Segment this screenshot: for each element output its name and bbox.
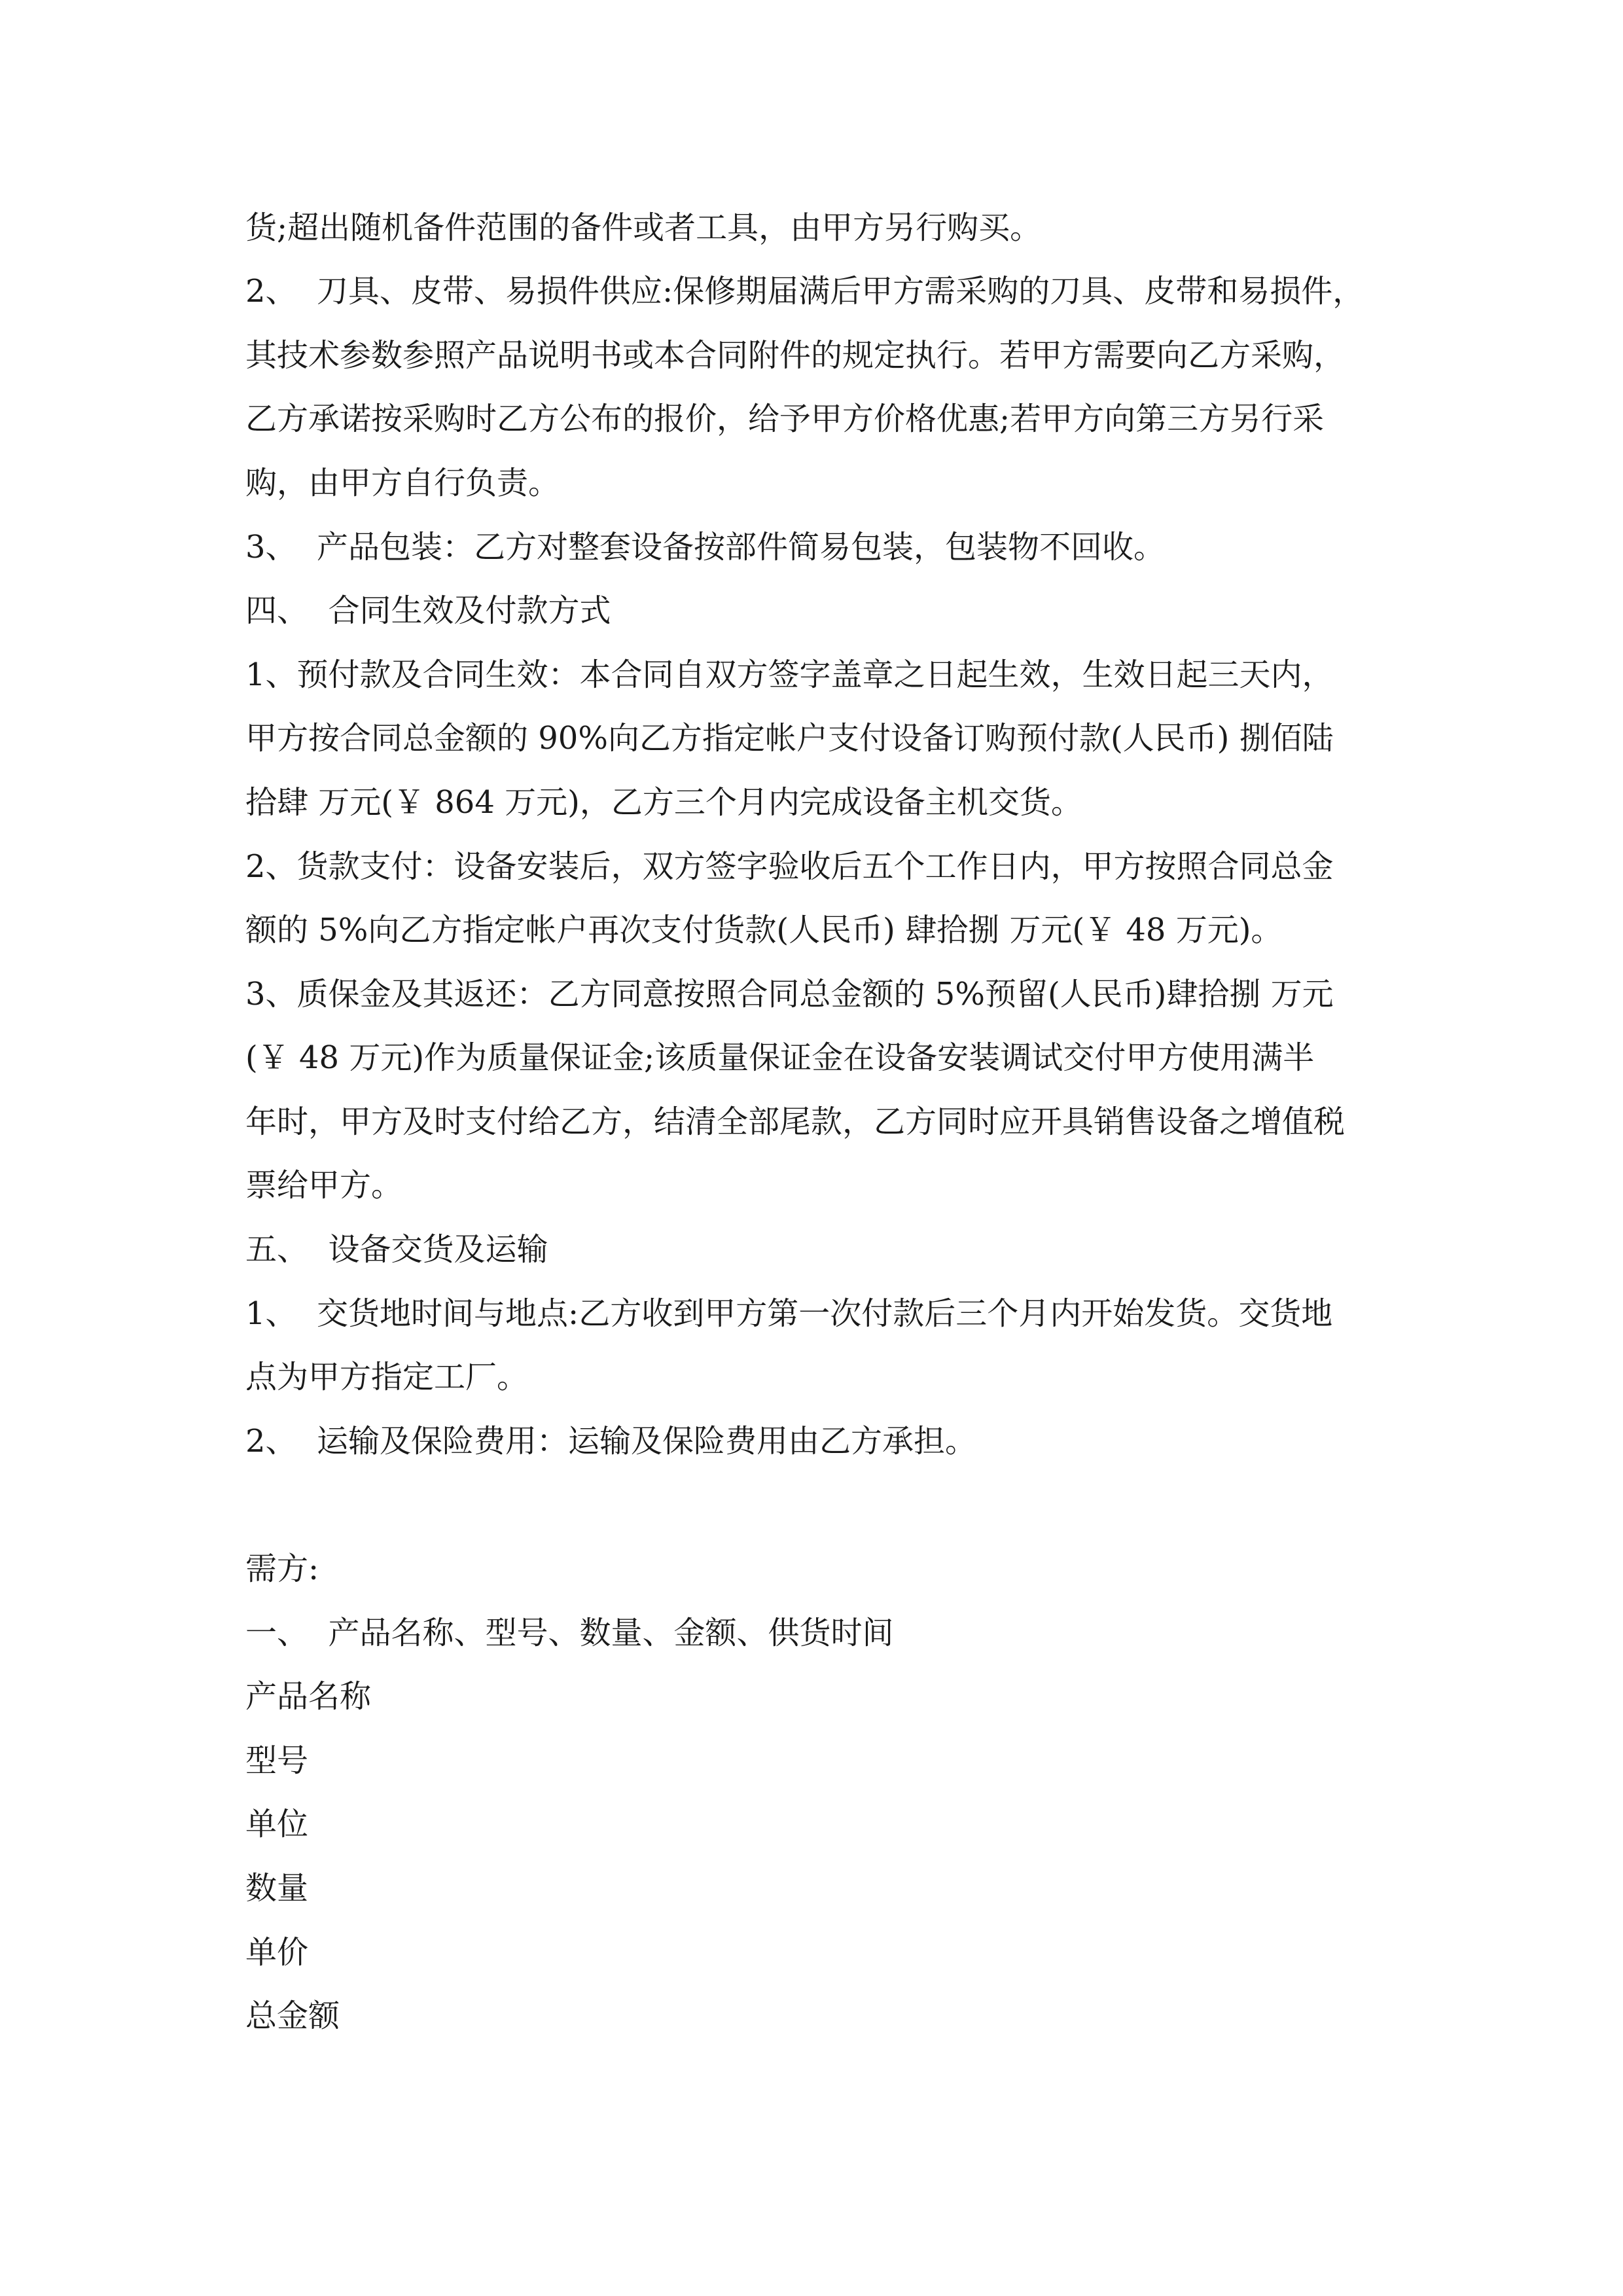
field-label: 产品名称: [245, 1678, 372, 1715]
text-line: 额的 5%向乙方指定帐户再次支付货款(人民币) 肆拾捌 万元(￥ 48 万元)。: [245, 912, 1283, 948]
text-line: 3、 产品包装：乙方对整套设备按部件简易包装，包装物不回收。: [245, 529, 1166, 565]
field-label: 总金额: [245, 1998, 340, 2034]
field-label: 型号: [245, 1742, 309, 1779]
section-heading: 一、 产品名称、型号、数量、金额、供货时间: [245, 1615, 894, 1651]
text-line: 货;超出随机备件范围的备件或者工具，由甲方另行购买。: [245, 209, 1042, 246]
text-line: 3、质保金及其返还：乙方同意按照合同总金额的 5%预留(人民币)肆拾捌 万元: [245, 976, 1334, 1013]
text-line: 拾肆 万元(￥ 864 万元)，乙方三个月内完成设备主机交货。: [245, 784, 1082, 821]
field-label: 数量: [245, 1870, 309, 1907]
text-line: 年时，甲方及时支付给乙方，结清全部尾款，乙方同时应开具销售设备之增值税: [245, 1103, 1346, 1140]
text-line: 其技术参数参照产品说明书或本合同附件的规定执行。若甲方需要向乙方采购，: [245, 337, 1346, 374]
text-line: 1、预付款及合同生效：本合同自双方签字盖章之日起生效，生效日起三天内，: [245, 656, 1334, 693]
text-line: 乙方承诺按采购时乙方公布的报价，给予甲方价格优惠;若甲方向第三方另行采: [245, 401, 1325, 437]
text-line: 甲方按合同总金额的 90%向乙方指定帐户支付设备订购预付款(人民币) 捌佰陆: [245, 720, 1334, 757]
party-label: 需方:: [245, 1551, 319, 1587]
text-line: 票给甲方。: [245, 1167, 403, 1204]
section-heading: 四、 合同生效及付款方式: [245, 592, 611, 629]
section-heading: 五、 设备交货及运输: [245, 1231, 548, 1268]
text-line: 1、 交货地时间与地点:乙方收到甲方第一次付款后三个月内开始发货。交货地: [245, 1295, 1333, 1332]
field-label: 单价: [245, 1934, 309, 1971]
text-line: 点为甲方指定工厂。: [245, 1359, 529, 1395]
text-line: 2、 运输及保险费用：运输及保险费用由乙方承担。: [245, 1423, 977, 1460]
text-line: 2、 刀具、皮带、易损件供应:保修期届满后甲方需采购的刀具、皮带和易损件，: [245, 273, 1364, 310]
field-label: 单位: [245, 1806, 309, 1842]
text-line: (￥ 48 万元)作为质量保证金;该质量保证金在设备安装调试交付甲方使用满半: [245, 1039, 1315, 1076]
text-line: 购，由甲方自行负责。: [245, 465, 560, 501]
text-line: 2、货款支付：设备安装后，双方签字验收后五个工作日内，甲方按照合同总金: [245, 848, 1334, 885]
